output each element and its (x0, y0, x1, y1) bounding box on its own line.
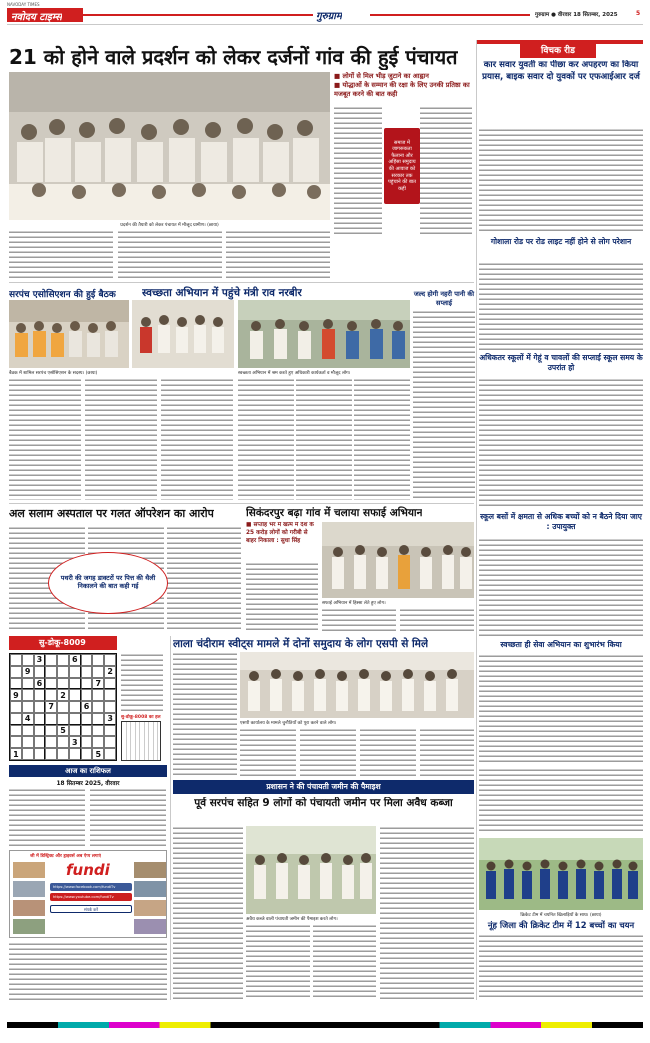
sudoku-cell (34, 666, 46, 678)
fundi-logo: fundi (66, 861, 110, 879)
lala-caption: एसपी कार्यालय के मामले चुनौतियाँ को पूरा करने वाले लोग। (240, 721, 337, 726)
ad-thumbnails-right-icon (134, 861, 166, 935)
masthead (0, 0, 650, 40)
lead-caption: प्रदर्शन की तैयारी को लेकर पंचायत में मौजूद ग्रामीण। (छाया) (120, 223, 219, 228)
horoscope-header: आज का राशिफल (9, 765, 167, 777)
sudoku-cell (81, 654, 93, 666)
sarpanch-photo (9, 300, 129, 368)
sudoku-cell: 3 (69, 736, 81, 748)
sudoku-cell (22, 725, 34, 737)
sudoku-cell (81, 725, 93, 737)
sudoku-cell (92, 689, 104, 701)
lead-photo (9, 72, 330, 220)
sudoku-cell (34, 701, 46, 713)
section-name: गुरुग्राम (316, 11, 342, 22)
sudoku-instructions (121, 653, 163, 711)
sudoku-cell (22, 748, 34, 760)
students-headline: स्कूल बसों में क्षमता से अधिक बच्चों को न बैठने दिया जाए : उपायुक्त (480, 512, 642, 531)
sudoku-cell (69, 666, 81, 678)
sudoku-cell (81, 713, 93, 725)
sudoku-cell (81, 689, 93, 701)
sudoku-cell (45, 678, 57, 690)
sudoku-cell: 7 (45, 701, 57, 713)
cleaning-image (238, 300, 410, 368)
sudoku-cell (92, 666, 104, 678)
sudoku-cell: 2 (57, 689, 69, 701)
swachhta-photo (238, 300, 410, 368)
sudoku-cell (10, 725, 22, 737)
sudoku-cell (10, 678, 22, 690)
sudoku-cell: 2 (104, 666, 116, 678)
sidebar-kicker-box: विचक रीड (520, 44, 596, 58)
water-headline: जल्द होगी नहरी पानी की सप्लाई (413, 290, 475, 307)
sudoku-cell (69, 713, 81, 725)
land-survey-image (246, 826, 376, 914)
sudoku-cell (81, 678, 93, 690)
sudoku-cell (22, 678, 34, 690)
admin-photo (246, 826, 376, 914)
sudoku-cell (81, 748, 93, 760)
sudoku-cell (45, 666, 57, 678)
sudoku-cell (45, 736, 57, 748)
sudoku-cell (57, 701, 69, 713)
contact-badge: संपर्क करें (50, 905, 132, 913)
swachh-start-headline: स्वच्छता ही सेवा अभियान का शुभारंभ किया (500, 640, 622, 649)
sudoku-cell (104, 689, 116, 701)
lala-headline: लाला चंदीराम स्वीट्स मामले में दोनों समुदाय के लोग एसपी से मिले (173, 638, 429, 650)
sudoku-cell: 9 (10, 689, 22, 701)
lead-quote-box (384, 128, 420, 204)
sudoku-cell (81, 666, 93, 678)
youtube-link[interactable]: https://www.youtube.com/fundiTv (50, 893, 132, 901)
sudoku-cell (104, 725, 116, 737)
admin-caption: अवैध कब्जे वाली पंचायती जमीन की पैमाइश करते लोग। (246, 917, 338, 922)
sikandarpur-photo (322, 522, 474, 598)
sudoku-cell (69, 689, 81, 701)
sudoku-cell (104, 678, 116, 690)
sudoku-header: सु-डोकू-8009 (9, 636, 117, 650)
sudoku-cell (81, 736, 93, 748)
sarpanch-photo-2 (132, 300, 234, 368)
sikandarpur-headline: सिकंदरपुर बढ़ा गांव में चलाया सफाई अभियान (246, 507, 423, 519)
page-number: 5 (636, 10, 641, 17)
sudoku-cell (92, 713, 104, 725)
lala-photo (240, 652, 474, 718)
lead-headline: 21 को होने वाले प्रदर्शन को लेकर दर्जनों गांव की हुई पंचायत (9, 45, 458, 69)
lead-bullet-2: ■ योद्धाओं के सम्मान की रक्षा के लिए उनकी प्रतिष्ठा का मजबूत करने की बात कही (334, 81, 470, 98)
sudoku-cell (104, 701, 116, 713)
crowd-image (9, 72, 330, 220)
lead-bullet-1: ■ लोगों से मिल भीड़ जुटाने का आह्वान (334, 72, 429, 80)
sudoku-cell (69, 748, 81, 760)
dateline: गुरुग्राम ● वीरवार 18 सितम्बर, 2025 (535, 12, 618, 18)
sudoku-grid (9, 653, 117, 761)
paper-name: नवोदय टाइम्स (11, 12, 62, 23)
sudoku-prev-title: सु-डोकू-8008 का हल (121, 715, 161, 720)
cricket-photo (479, 838, 643, 910)
fundi-ad (9, 850, 167, 938)
lead-quote: समाज में जागरूकता फैलाना और अहिंसा समुदाय की आवाज को सरकार तक पहुंचाने की बात कही (387, 139, 417, 192)
sarpanch-caption: बैठक में शामिल सरपंच एसोसिएशन के सदस्य। (छाया) (9, 371, 98, 376)
sudoku-cell (22, 736, 34, 748)
sudoku-cell: 9 (22, 666, 34, 678)
schools-headline: अधिकतर स्कूलों में गेहूं व चावलों की सप्लाई स्कूल समय के उपरांत हो (479, 353, 643, 372)
sudoku-cell: 4 (22, 713, 34, 725)
sudoku-cell: 5 (57, 725, 69, 737)
sudoku-cell (69, 678, 81, 690)
sudoku-cell (22, 689, 34, 701)
admin-kicker-bar: प्रशासन ने की पंचायती जमीन की पैमाइश (173, 780, 474, 794)
facebook-link[interactable]: https://www.facebook.com/fundiTv (50, 883, 132, 891)
sudoku-cell: 1 (10, 748, 22, 760)
sudoku-cell (92, 654, 104, 666)
sudoku-cell (45, 748, 57, 760)
sudoku-cell (34, 713, 46, 725)
sidebar-top-headline: कार सवार युवती का पीछा कर अपहरण का किया प्रयास, बाइक सवार दो युवकों पर एफआईआर दर्ज (482, 60, 640, 82)
ad-thumbnails-icon (12, 861, 46, 935)
sudoku-cell (45, 713, 57, 725)
sudoku-cell: 6 (81, 701, 93, 713)
sudoku-prev-grid (121, 721, 161, 761)
sudoku-cell (34, 725, 46, 737)
sudoku-cell: 6 (34, 678, 46, 690)
horoscope-date: 18 सितम्बर 2025, वीरवार (56, 781, 120, 787)
sudoku-cell (69, 701, 81, 713)
sudoku-cell (57, 654, 69, 666)
sudoku-cell (22, 654, 34, 666)
sudoku-cell (57, 666, 69, 678)
sudoku-cell (34, 689, 46, 701)
sudoku-cell (10, 736, 22, 748)
hospital-quote-bubble: पथरी की जगह डाक्टरों पर पित्त की थैली निकालने की बात कही गई (48, 552, 168, 614)
sudoku-cell (92, 736, 104, 748)
sudoku-cell: 3 (104, 713, 116, 725)
sudoku-cell (10, 701, 22, 713)
sudoku-cell (10, 713, 22, 725)
lead-bullets (334, 72, 472, 99)
sudoku-cell (104, 748, 116, 760)
sudoku-cell (57, 678, 69, 690)
swachhta-headline: स्वच्छता अभियान में पहुंचे मंत्री राव नरबीर (142, 287, 302, 299)
sudoku-cell (34, 748, 46, 760)
cricket-team-image (479, 838, 643, 910)
sudoku-cell (22, 701, 34, 713)
fundi-tagline: जी में डिस्ट्रिक्ट और ड्राइवर्स अब ऐप्प लगाएं (30, 854, 102, 859)
cricket-headline: नूंह जिला की क्रिकेट टीम में 12 बच्चों का चयन (487, 920, 635, 930)
cricket-caption: क्रिकेट टीम में चयनित खिलाड़ियों के साथ। (छाया) (520, 913, 602, 918)
delegation-image (240, 652, 474, 718)
meeting-image (9, 300, 129, 368)
sudoku-cell: 6 (69, 654, 81, 666)
sudoku-cell (104, 654, 116, 666)
sudoku-cell: 3 (34, 654, 46, 666)
swachhta-caption: स्वच्छता अभियान में श्रम करते हुए अधिकारी कार्यकर्ता व मौजूद लोग। (238, 371, 351, 376)
registration-bar (7, 1022, 643, 1028)
sudoku-cell (45, 689, 57, 701)
sweeping-image (322, 522, 474, 598)
sudoku-cell (45, 725, 57, 737)
sikandarpur-bullet: ■ सप्ताह भर में खत्म में देश के 25 करोड़ लोगों को गरीबी से बाहर निकाला : सुधा सिंह (246, 522, 314, 544)
sudoku-cell: 5 (92, 748, 104, 760)
group-image (132, 300, 234, 368)
sudoku-cell (57, 713, 69, 725)
sudoku-cell (69, 725, 81, 737)
hospital-headline: अल सलाम अस्पताल पर गलत ऑपरेशन का आरोप (9, 507, 214, 520)
sikandarpur-caption: सफाई अभियान में हिस्सा लेते हुए लोग। (322, 601, 386, 606)
footer-strip (0, 1008, 650, 1043)
sarpanch-headline: सरपंच एसोसिएशन की हुई बैठक (9, 290, 116, 300)
sudoku-cell (92, 725, 104, 737)
sudoku-cell (57, 736, 69, 748)
small-tag: NAVODAY TIMES (7, 2, 40, 7)
admin-headline: पूर्व सरपंच सहित 9 लोगों को पंचायती जमीन पर मिला अवैध कब्जा (194, 797, 453, 809)
gaushala-headline: गोशाला रोड पर रोड लाइट नहीं होने से लोग परेशान (490, 237, 632, 246)
sudoku-cell (34, 736, 46, 748)
sudoku-cell (45, 654, 57, 666)
sudoku-cell (92, 701, 104, 713)
sudoku-cell (10, 666, 22, 678)
sudoku-cell (57, 748, 69, 760)
sudoku-cell (10, 654, 22, 666)
sudoku-cell: 7 (92, 678, 104, 690)
sudoku-cell (104, 736, 116, 748)
